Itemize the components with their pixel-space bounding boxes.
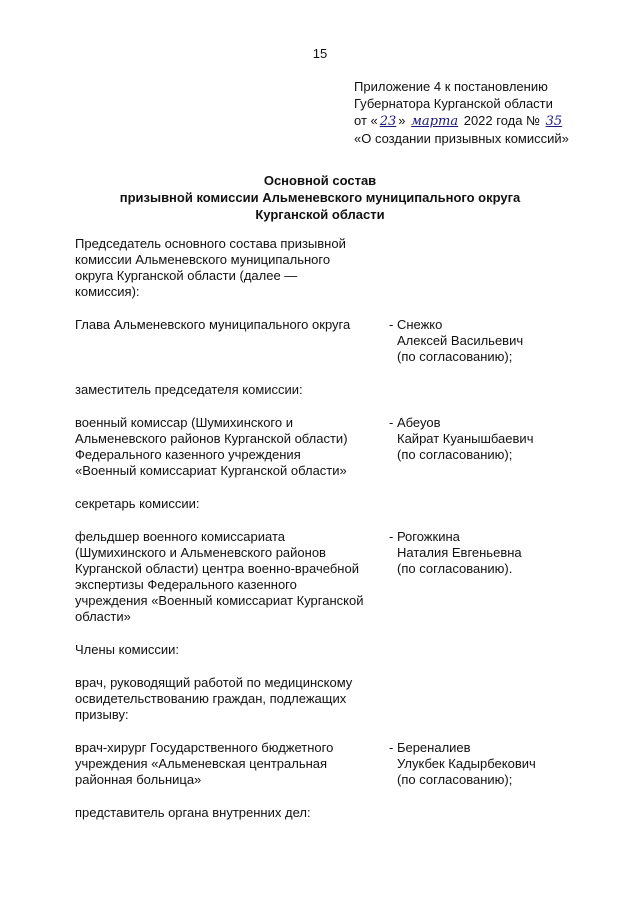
position-line: учреждения «Военный комиссариат Курганской — [75, 593, 364, 608]
position-line: фельдшер военного комиссариата — [75, 529, 286, 544]
document-title — [0, 172, 640, 223]
entry-position — [75, 529, 389, 625]
person-line: - Абеуов — [389, 415, 441, 430]
person-line: Кайрат Куанышбаевич — [397, 431, 534, 446]
position-line: Члены комиссии: — [75, 642, 180, 657]
position-line: военный комиссар (Шумихинского и — [75, 415, 293, 430]
appendix-block — [354, 78, 624, 147]
position-line: районная больница» — [75, 772, 202, 787]
position-line: секретарь комиссии: — [75, 496, 200, 511]
entry-position — [75, 805, 595, 821]
title-line-1: Основной состав — [263, 173, 377, 188]
appendix-line-4: «О создании призывных комиссий» — [354, 131, 569, 146]
entry-row — [75, 805, 595, 821]
entry-position — [75, 415, 389, 479]
position-line: врач, руководящий работой по медицинскому — [75, 675, 353, 690]
entry-row — [75, 496, 595, 512]
position-line: Федерального казенного учреждения — [75, 447, 301, 462]
entry-person — [389, 740, 589, 788]
page-number: 15 — [312, 46, 328, 61]
entry-row — [75, 740, 595, 788]
position-line: освидетельствованию граждан, подлежащих — [75, 691, 347, 706]
position-line: экспертизы Федерального казенного — [75, 577, 297, 592]
position-line: учреждения «Альменевская центральная — [75, 756, 328, 771]
entry-row — [75, 529, 595, 625]
position-line: «Военный комиссариат Курганской области» — [75, 463, 347, 478]
entry-position — [75, 740, 389, 788]
appendix-line-1: Приложение 4 к постановлению — [354, 79, 548, 94]
entry-position — [75, 236, 595, 300]
appendix-date-prefix: от « — [354, 113, 378, 128]
commission-entries — [75, 236, 595, 838]
position-line: заместитель председателя комиссии: — [75, 382, 303, 397]
entry-row — [75, 675, 595, 723]
person-line: - Рогожкина — [389, 529, 460, 544]
title-line-3: Курганской области — [255, 207, 385, 222]
entry-person — [389, 529, 589, 625]
position-line: (Шумихинского и Альменевского районов — [75, 545, 326, 560]
entry-row — [75, 317, 595, 365]
entry-person — [389, 317, 589, 365]
position-line: призыву: — [75, 707, 129, 722]
entry-row — [75, 382, 595, 398]
person-line: Наталия Евгеньевна — [397, 545, 522, 560]
position-line: округа Курганской области (далее — — [75, 268, 298, 283]
title-line-2: призывной комиссии Альменевского муниципального округа — [119, 190, 521, 205]
position-line: комиссия): — [75, 284, 140, 299]
appendix-date-mid: » — [398, 113, 406, 128]
entry-position — [75, 642, 595, 658]
person-line: (по согласованию); — [397, 349, 513, 364]
person-line: - Береналиев — [389, 740, 471, 755]
position-line: Альменевского районов Курганской области) — [75, 431, 348, 446]
person-line: (по согласованию); — [397, 772, 513, 787]
entry-row — [75, 415, 595, 479]
position-line: представитель органа внутренних дел: — [75, 805, 311, 820]
position-line: Курганской области) центра военно-врачебной — [75, 561, 359, 576]
entry-position — [75, 317, 389, 365]
entry-row — [75, 236, 595, 300]
handwritten-day: 23 — [379, 114, 397, 129]
position-line: области» — [75, 609, 131, 624]
entry-person — [389, 415, 589, 479]
position-line: Председатель основного состава призывной — [75, 236, 346, 251]
position-line: Глава Альменевского муниципального округа — [75, 317, 351, 332]
entry-position — [75, 496, 595, 512]
position-line: врач-хирург Государственного бюджетного — [75, 740, 334, 755]
handwritten-month: марта — [411, 114, 459, 129]
appendix-line-2: Губернатора Курганской области — [354, 96, 553, 111]
person-line: Алексей Васильевич — [397, 333, 524, 348]
entry-position — [75, 382, 595, 398]
person-line: (по согласованию). — [397, 561, 513, 576]
handwritten-number: 35 — [545, 114, 563, 129]
position-line: комиссии Альменевского муниципального — [75, 252, 331, 267]
person-line: Улукбек Кадырбекович — [397, 756, 536, 771]
entry-row — [75, 642, 595, 658]
entry-position — [75, 675, 595, 723]
person-line: (по согласованию); — [397, 447, 513, 462]
appendix-year: 2022 года № — [463, 113, 541, 128]
appendix-line-3 — [354, 112, 624, 130]
person-line: - Снежко — [389, 317, 443, 332]
